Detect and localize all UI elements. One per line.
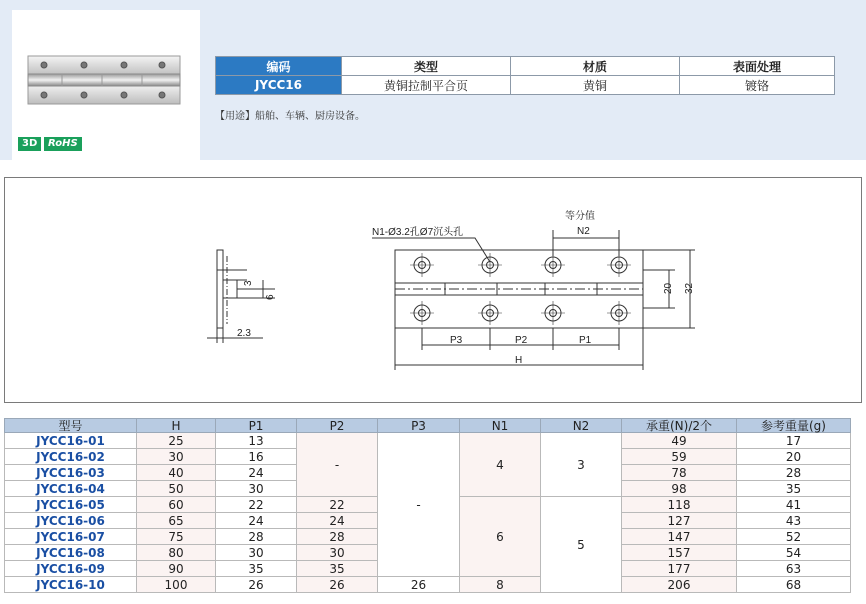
cell-model: JYCC16-04 [5,481,137,497]
cell-weight: 63 [737,561,851,577]
header-n2: N2 [541,419,622,433]
cell-load: 206 [622,577,737,593]
spec-header-material: 材质 [511,57,680,76]
cell-p1: 24 [216,513,297,529]
cell-load: 147 [622,529,737,545]
cell-model: JYCC16-08 [5,545,137,561]
spec-code-value: JYCC16 [216,76,342,95]
table-row [5,433,851,449]
cell-model: JYCC16-06 [5,513,137,529]
dim-3-label: 3 [243,280,254,286]
cell-h: 40 [137,465,216,481]
dim-20-label: 20 [663,282,674,294]
cell-p1: 30 [216,481,297,497]
technical-drawing [4,177,862,403]
spec-finish-value: 镀铬 [680,76,835,95]
equal-pitch-label: 等分值 [565,211,595,222]
data-table [4,418,851,593]
cell-weight: 54 [737,545,851,561]
cell-h: 75 [137,529,216,545]
cell-load: 118 [622,497,737,513]
header-weight: 参考重量(g) [737,419,851,433]
p3-dim-label: P3 [450,335,463,346]
spec-type-value: 黄铜拉制平合页 [342,76,511,95]
cell-model: JYCC16-09 [5,561,137,577]
cell-n2-merged: 5 [541,497,622,593]
cell-model: JYCC16-10 [5,577,137,593]
cell-h: 80 [137,545,216,561]
cell-p1: 35 [216,561,297,577]
cell-model: JYCC16-03 [5,465,137,481]
spec-value-row [216,76,835,95]
cell-n2-merged: 3 [541,433,622,497]
header-n1: N1 [460,419,541,433]
cell-p1: 30 [216,545,297,561]
cell-p1: 13 [216,433,297,449]
cell-n1: 8 [460,577,541,593]
cell-h: 25 [137,433,216,449]
cell-p2: 30 [297,545,378,561]
3d-badge: 3D [18,137,41,151]
cell-weight: 28 [737,465,851,481]
cell-h: 30 [137,449,216,465]
cell-h: 90 [137,561,216,577]
drawing-canvas [5,178,861,402]
header-p2: P2 [297,419,378,433]
cell-n1-merged: 4 [460,433,541,497]
cell-p2: 22 [297,497,378,513]
cell-model: JYCC16-01 [5,433,137,449]
header-p3: P3 [378,419,460,433]
cell-weight: 52 [737,529,851,545]
dim-32-label: 32 [684,282,695,294]
rohs-badge: RoHS [44,137,82,151]
cell-weight: 43 [737,513,851,529]
h-dim-label: H [515,355,523,366]
cell-p1: 22 [216,497,297,513]
cell-p1: 28 [216,529,297,545]
cell-model: JYCC16-05 [5,497,137,513]
dim-6-label: 6 [265,294,276,300]
front-view [372,230,695,370]
cell-model: JYCC16-02 [5,449,137,465]
cell-weight: 41 [737,497,851,513]
header-load: 承重(N)/2个 [622,419,737,433]
spec-table [215,56,835,95]
header-p1: P1 [216,419,297,433]
header-model: 型号 [5,419,137,433]
table-row [5,577,851,593]
cell-p2: 35 [297,561,378,577]
cell-h: 50 [137,481,216,497]
usage-note: 【用途】船舶、车辆、厨房设备。 [215,111,365,122]
cell-model: JYCC16-07 [5,529,137,545]
cell-p2: 26 [297,577,378,593]
cell-load: 78 [622,465,737,481]
cell-p3: 26 [378,577,460,593]
cell-p1: 24 [216,465,297,481]
hole-spec-label: N1-Ø3.2孔Ø7沉头孔 [372,227,464,238]
cell-p2-merged: - [297,433,378,497]
p1-dim-label: P1 [579,335,592,346]
spec-material-value: 黄铜 [511,76,680,95]
table-header-row [5,419,851,433]
cell-weight: 68 [737,577,851,593]
cell-n1-merged: 6 [460,497,541,577]
cell-load: 127 [622,513,737,529]
spec-header-code: 编码 [216,57,342,76]
spec-header-type: 类型 [342,57,511,76]
cell-p1: 26 [216,577,297,593]
dim-2-3-label: 2.3 [237,328,251,339]
p2-dim-label: P2 [515,335,528,346]
cell-p2: 24 [297,513,378,529]
cell-h: 100 [137,577,216,593]
cell-p2: 28 [297,529,378,545]
cell-load: 157 [622,545,737,561]
header-h: H [137,419,216,433]
cell-load: 98 [622,481,737,497]
n2-dim-label: N2 [577,226,590,237]
cell-weight: 17 [737,433,851,449]
cell-p1: 16 [216,449,297,465]
spec-header-row [216,57,835,76]
cell-h: 65 [137,513,216,529]
cell-load: 59 [622,449,737,465]
cell-load: 49 [622,433,737,449]
cell-h: 60 [137,497,216,513]
cell-weight: 35 [737,481,851,497]
spec-header-finish: 表面处理 [680,57,835,76]
cell-load: 177 [622,561,737,577]
cell-p3-merged: - [378,433,460,577]
cell-weight: 20 [737,449,851,465]
